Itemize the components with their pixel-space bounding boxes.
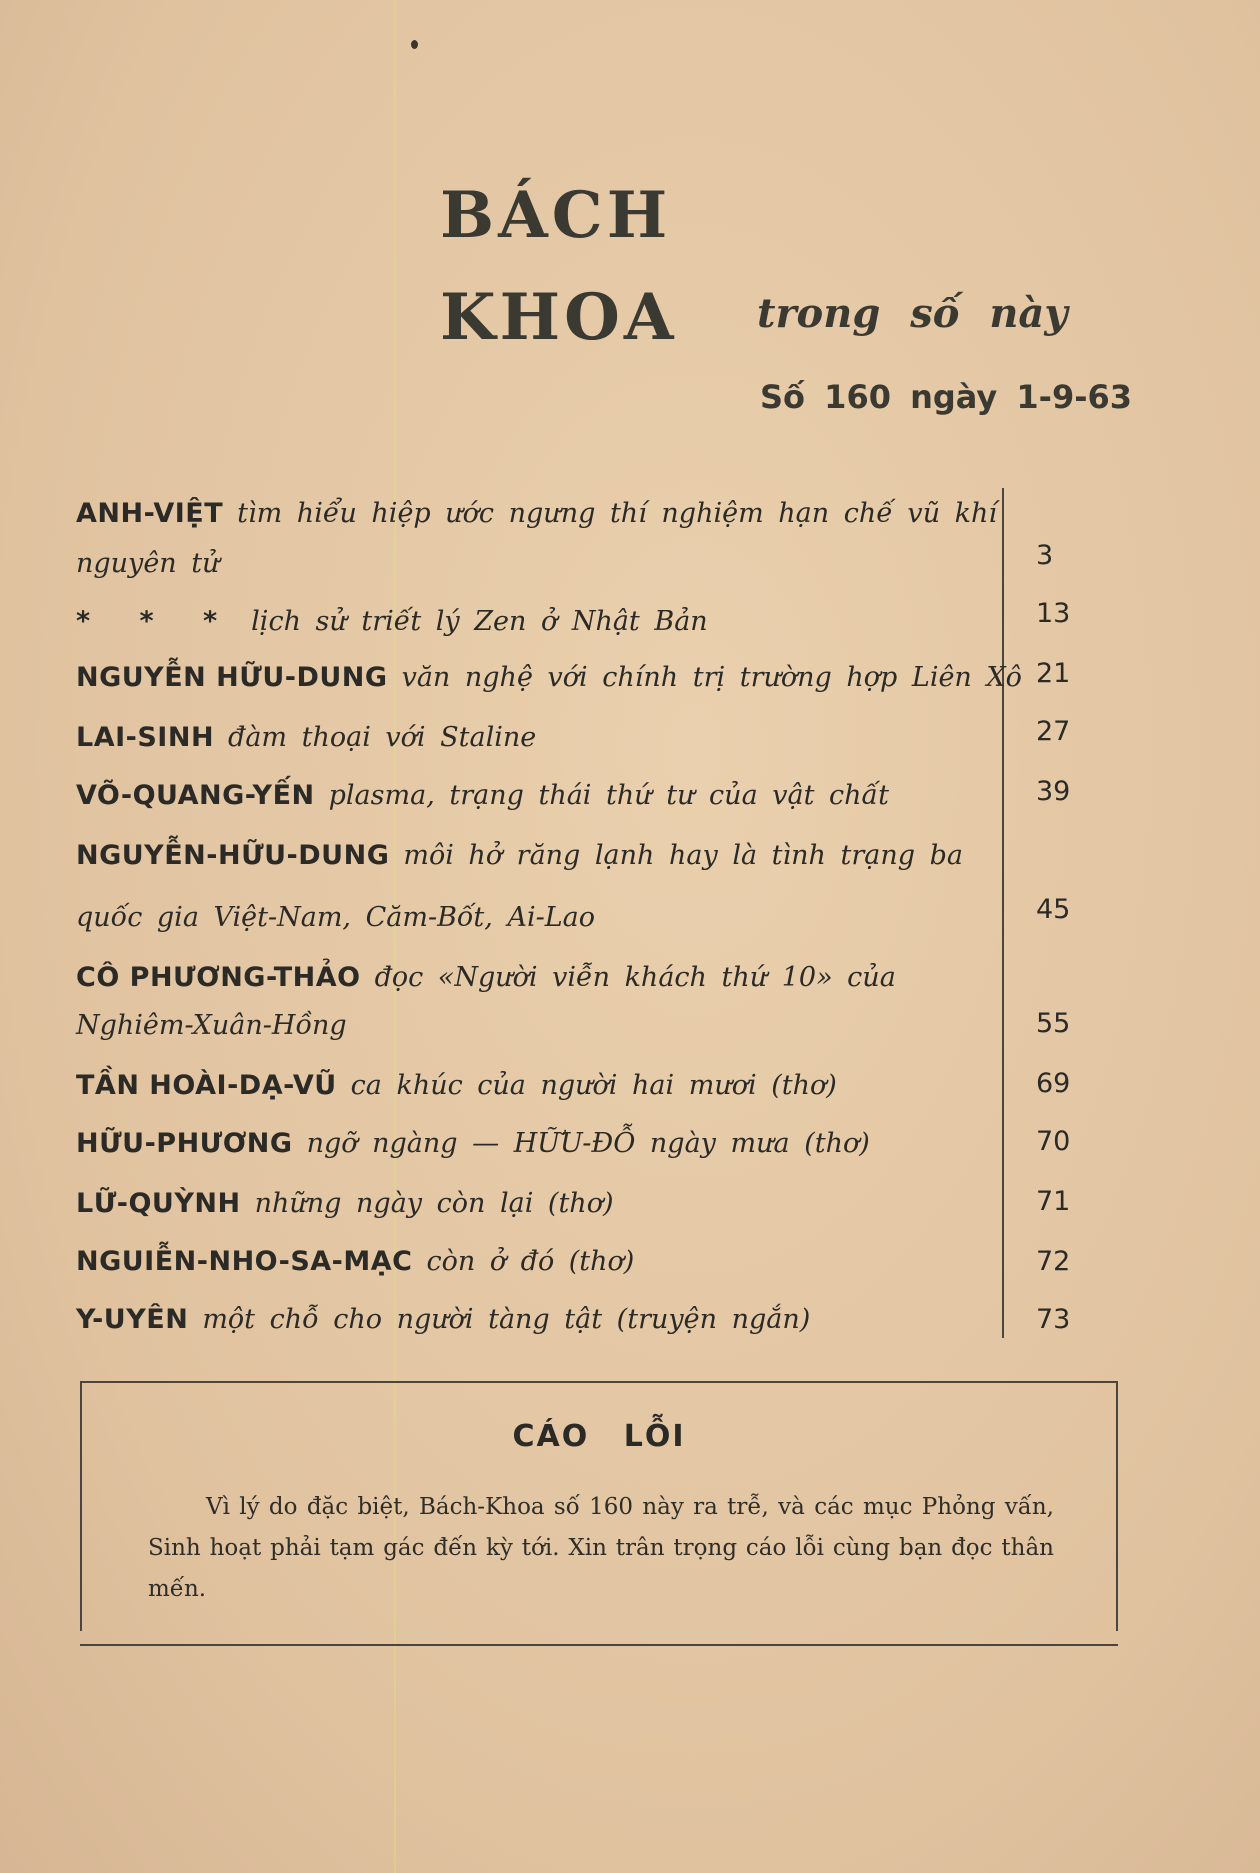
toc-page: 71	[1036, 1186, 1071, 1217]
toc-page: 69	[1036, 1068, 1071, 1099]
issue-info: Số 160 ngày 1-9-63	[760, 378, 1133, 416]
toc-author: * * *	[76, 606, 238, 637]
toc-entry	[76, 960, 986, 996]
notice-bottom-rule	[80, 1644, 1118, 1646]
toc-entry	[76, 1186, 986, 1222]
toc-entry-cont	[76, 546, 986, 582]
toc-page: 21	[1036, 658, 1071, 689]
toc-desc: tìm hiểu hiệp ước ngưng thí nghiệm hạn chế vũ khí	[237, 498, 998, 529]
toc-desc-cont: nguyên tử	[76, 548, 220, 579]
toc-desc: còn ở đó (thơ)	[426, 1246, 635, 1277]
toc-page: 55	[1036, 1008, 1071, 1039]
toc-author: VÕ-QUANG-YẾN	[76, 780, 315, 811]
notice-text: Vì lý do đặc biệt, Bách-Khoa số 160 này ra trễ, và các mục Phỏng vấn, Sinh hoạt phải tạm gác đến kỳ tới. Xin trân trọng cáo lỗi cùng bạn đọc thân mến.	[148, 1494, 1054, 1602]
toc-desc: ca khúc của người hai mươi (thơ)	[350, 1070, 837, 1101]
toc-desc-cont: quốc gia Việt-Nam, Căm-Bốt, Ai-Lao	[76, 902, 595, 933]
toc-author: TẦN HOÀI-DẠ-VŨ	[76, 1070, 337, 1101]
toc-page: 70	[1036, 1126, 1071, 1157]
toc-divider	[1002, 488, 1004, 1338]
toc-entry	[76, 496, 998, 532]
toc-author: LAI-SINH	[76, 722, 215, 753]
masthead-line2: KHOA	[440, 280, 678, 355]
toc-entry	[76, 604, 986, 640]
notice-box	[80, 1381, 1118, 1631]
toc-desc: môi hở răng lạnh hay là tình trạng ba	[403, 840, 963, 871]
toc-desc: ngỡ ngàng — HỮU-ĐỖ ngày mưa (thơ)	[306, 1128, 870, 1159]
toc-page: 13	[1036, 598, 1071, 629]
toc-entry	[76, 720, 986, 756]
toc-author: LỮ-QUỲNH	[76, 1188, 241, 1219]
toc-desc: văn nghệ với chính trị trường hợp Liên Xô	[401, 662, 1022, 693]
toc-entry	[76, 1068, 986, 1104]
notice-title: CÁO LỖI	[512, 1419, 686, 1454]
masthead-line1: BÁCH	[440, 178, 672, 253]
toc-desc: lịch sử triết lý Zen ở Nhật Bản	[251, 606, 708, 637]
toc-entry-cont	[76, 900, 986, 936]
toc-entry	[76, 778, 986, 814]
toc-desc: đọc «Người viễn khách thứ 10» của	[374, 962, 896, 993]
toc-page: 39	[1036, 776, 1071, 807]
ink-dot	[411, 40, 418, 49]
toc-desc: plasma, trạng thái thứ tư của vật chất	[328, 780, 889, 811]
toc-entry	[76, 838, 986, 874]
toc-entry-cont	[76, 1008, 986, 1044]
toc-author: CÔ PHƯƠNG-THẢO	[76, 962, 361, 993]
toc-desc: đàm thoại với Staline	[228, 722, 537, 753]
toc-entry	[76, 660, 1022, 696]
toc-page: 27	[1036, 716, 1071, 747]
toc-entry	[76, 1244, 986, 1280]
toc-page: 3	[1036, 540, 1054, 571]
toc-author: NGUYỄN HỮU-DUNG	[76, 662, 388, 693]
toc-page: 72	[1036, 1246, 1071, 1277]
toc-desc-cont: Nghiêm-Xuân-Hồng	[76, 1010, 347, 1041]
toc-author: HỮU-PHƯƠNG	[76, 1128, 293, 1159]
toc-desc: một chỗ cho người tàng tật (truyện ngắn)	[202, 1304, 811, 1335]
toc-author: NGUYỄN-HỮU-DUNG	[76, 840, 390, 871]
toc-author: ANH-VIỆT	[76, 498, 224, 529]
toc-entry	[76, 1126, 986, 1162]
toc-page: 45	[1036, 894, 1071, 925]
masthead-subtitle: trong số này	[757, 290, 1068, 337]
toc-page: 73	[1036, 1304, 1071, 1335]
toc-desc: những ngày còn lại (thơ)	[254, 1188, 614, 1219]
toc-entry	[76, 1302, 986, 1338]
toc-author: Y-UYÊN	[76, 1304, 189, 1335]
toc-author: NGUIỄN-NHO-SA-MẠC	[76, 1246, 413, 1277]
